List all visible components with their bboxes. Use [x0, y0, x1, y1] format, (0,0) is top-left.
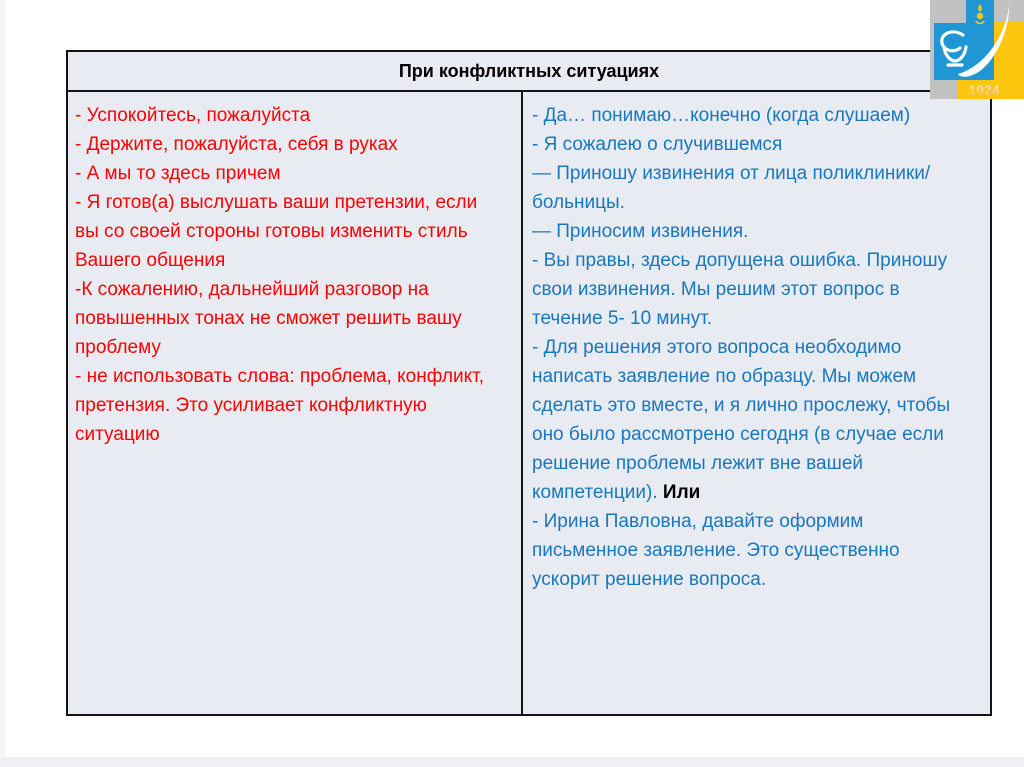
table-paragraph: — Приносим извинения. [532, 221, 749, 242]
conflict-situations-table [66, 50, 992, 716]
table-paragraph: - Вы правы, здесь допущена ошибка. Приношу свои извинения. Мы решим этот вопрос в течение 5- 10 минут. [532, 250, 948, 329]
table-paragraph: - не использовать слова: проблема, конфликт, претензия. Это усиливает конфликтную ситуацию [75, 366, 485, 445]
table-paragraph: - Да… понимаю…конечно (когда слушаем) [532, 105, 911, 126]
year-label: 1924 [968, 82, 1000, 98]
table-paragraph: - Я сожалею о случившемся [532, 134, 783, 155]
right-column-response-phrases [523, 92, 990, 714]
table-header-title: При конфликтных ситуациях [68, 52, 990, 92]
canvas-edge-left [0, 0, 6, 767]
clinic-emblem-logo [930, 0, 1024, 99]
table-paragraph: - Ирина Павловна, давайте оформим письменное заявление. Это существенно ускорит решение вопроса. [532, 511, 900, 590]
table-paragraph: -К сожалению, дальнейший разговор на повышенных тонах не сможет решить вашу проблему [75, 279, 462, 358]
table-paragraph: - Я готов(а) выслушать ваши претензии, если вы со своей стороны готовы изменить стиль Вашего общения [75, 192, 478, 271]
table-paragraph: — Приношу извинения от лица поликлиники/больницы. [532, 163, 931, 213]
canvas-edge-bottom [0, 757, 1024, 767]
table-paragraph: - Для решения этого вопроса необходимо написать заявление по образцу. Мы можем сделать это вместе, и я лично прослежу, чтобы оно было рассмотрено сегодня (в случае если решение проблемы лежит вне вашей компетенции). Или [532, 337, 951, 503]
left-column-staff-phrases [68, 92, 523, 714]
table-paragraph: - Успокойтесь, пожалуйста [75, 105, 311, 126]
table-paragraph: - Держите, пожалуйста, себя в руках [75, 134, 398, 155]
table-paragraph: - А мы то здесь причем [75, 163, 281, 184]
